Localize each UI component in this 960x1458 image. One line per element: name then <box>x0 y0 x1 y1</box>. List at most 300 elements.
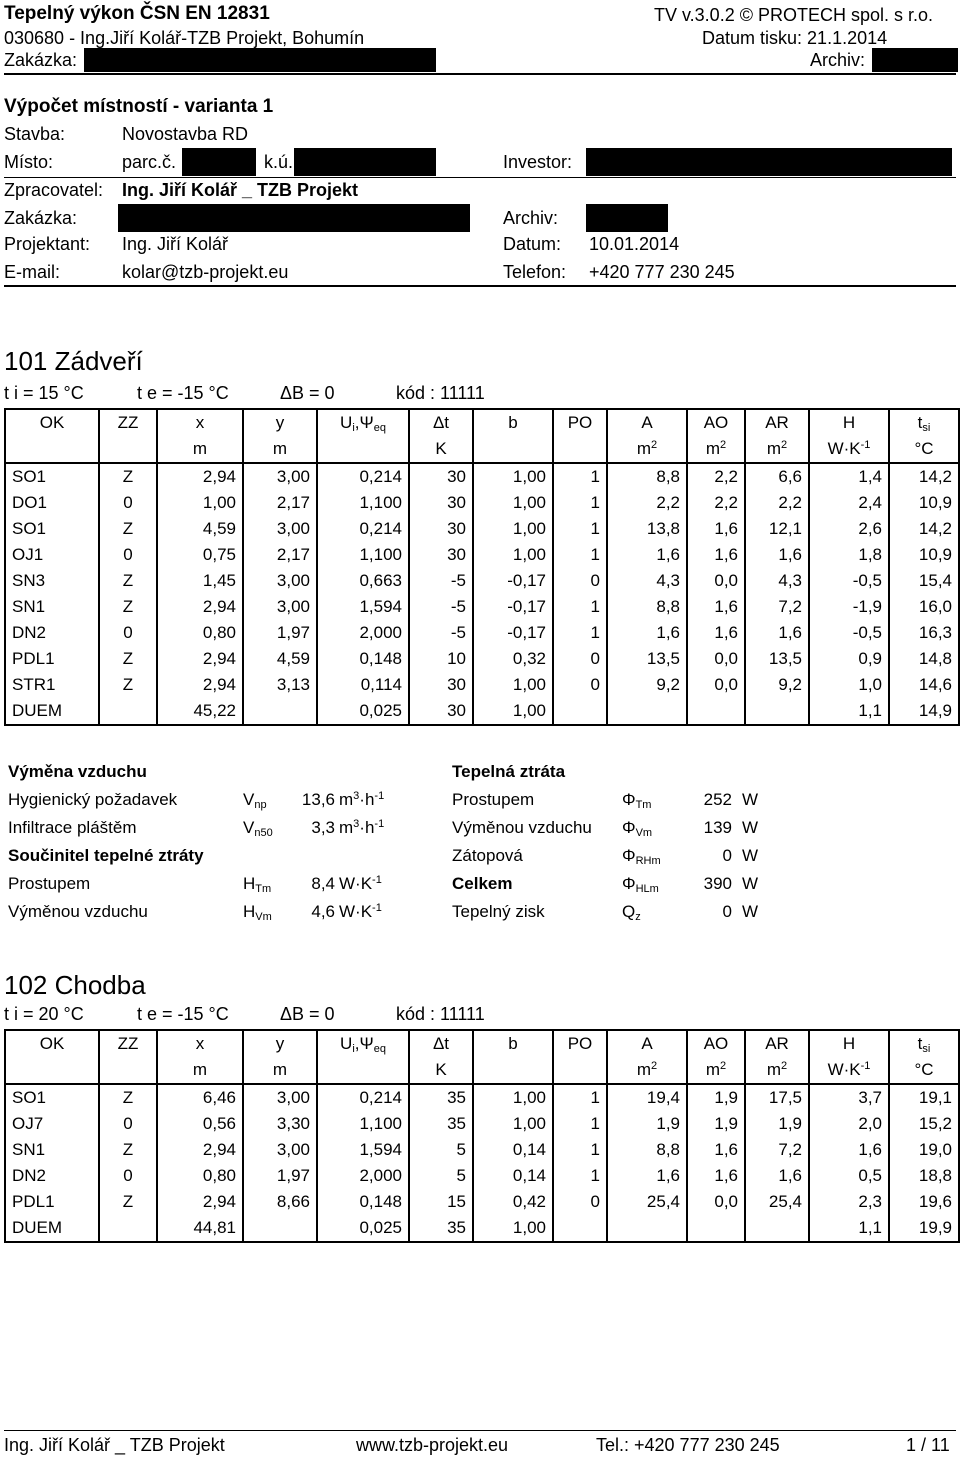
table-cell: 1,100 <box>317 1111 409 1137</box>
value: Novostavba RD <box>122 124 249 144</box>
table-cell: 1,1 <box>809 698 889 725</box>
table-cell: 0,80 <box>157 620 243 646</box>
table-cell: 2,4 <box>809 490 889 516</box>
label: Výměnou vzduchu <box>452 818 592 837</box>
column-header: ZZ <box>99 409 157 436</box>
table-cell: 1,6 <box>607 1163 687 1189</box>
column-unit <box>473 1057 553 1084</box>
order-label: Zakázka: <box>4 50 78 70</box>
table-cell: DN2 <box>5 1163 99 1189</box>
table-cell: 1 <box>553 490 607 516</box>
label: Infiltrace pláštěm <box>8 818 137 837</box>
table-cell: 2,2 <box>687 463 745 490</box>
table-cell: 1,00 <box>473 1215 553 1242</box>
table-cell: 0,32 <box>473 646 553 672</box>
section-title: Výpočet místností - varianta 1 <box>4 96 274 117</box>
table-cell: 4,3 <box>607 568 687 594</box>
table-cell: 1,100 <box>317 490 409 516</box>
table-cell: 0 <box>99 1163 157 1189</box>
table-cell: 1,00 <box>473 463 553 490</box>
table-row <box>5 490 959 516</box>
table-cell: 0,148 <box>317 1189 409 1215</box>
label: Telefon: <box>503 262 567 282</box>
table-cell: 4,59 <box>157 516 243 542</box>
unit: W <box>742 874 759 893</box>
symbol: $\Phi_{Vm}$ <box>622 817 653 839</box>
table-cell: 3,00 <box>243 568 317 594</box>
table-cell: -1,9 <box>809 594 889 620</box>
table-cell: 19,0 <box>889 1137 959 1163</box>
redacted-block <box>118 204 470 232</box>
table-cell: 1,1 <box>809 1215 889 1242</box>
table-cell: Z <box>99 1084 157 1111</box>
table-cell: 2,94 <box>157 1137 243 1163</box>
table-cell: 1,594 <box>317 594 409 620</box>
table-cell: 1,00 <box>473 490 553 516</box>
table-cell: 1 <box>553 594 607 620</box>
table-cell: 1,6 <box>607 542 687 568</box>
table-cell: 0,14 <box>473 1163 553 1189</box>
version: TV v.3.0.2 © PROTECH spol. s r.o. <box>654 5 934 25</box>
table-row <box>5 1163 959 1189</box>
table-cell: 0,214 <box>317 1084 409 1111</box>
table-cell: 4,59 <box>243 646 317 672</box>
divider <box>4 285 956 287</box>
table-cell: 0 <box>99 542 157 568</box>
column-unit: m <box>157 436 243 463</box>
table-cell: Z <box>99 646 157 672</box>
column-header: H <box>809 409 889 436</box>
table-cell: 1 <box>553 1163 607 1189</box>
table-cell: 0,025 <box>317 1215 409 1242</box>
table-row <box>5 463 959 490</box>
table-cell: 45,22 <box>157 698 243 725</box>
value: 0 <box>722 846 732 865</box>
table-cell: 1,97 <box>243 1163 317 1189</box>
table-cell: 10,9 <box>889 542 959 568</box>
label: Hygienický požadavek <box>8 790 178 809</box>
table-cell: 1,0 <box>809 672 889 698</box>
table-cell: SO1 <box>5 516 99 542</box>
table-cell: 1,6 <box>745 1163 809 1189</box>
column-unit <box>99 436 157 463</box>
table-row <box>5 1084 959 1111</box>
table-cell <box>687 698 745 725</box>
table-cell <box>553 698 607 725</box>
table-cell: 1 <box>553 542 607 568</box>
label: Prostupem <box>8 874 91 893</box>
column-unit: $m^2$ <box>745 436 809 463</box>
table-cell: 35 <box>409 1215 473 1242</box>
table-cell: 1,4 <box>809 463 889 490</box>
table-cell: 8,8 <box>607 463 687 490</box>
value: 3,3 <box>311 818 335 837</box>
table-cell: 0 <box>553 1189 607 1215</box>
table-cell: 0,80 <box>157 1163 243 1189</box>
column-unit: m <box>243 436 317 463</box>
column-header: b <box>473 409 553 436</box>
column-unit: K <box>409 436 473 463</box>
table-cell: Z <box>99 568 157 594</box>
table-cell: 1,6 <box>687 620 745 646</box>
table-cell: 30 <box>409 463 473 490</box>
table-cell <box>243 698 317 725</box>
table-cell: 5 <box>409 1163 473 1189</box>
table-cell: 1,6 <box>809 1137 889 1163</box>
unit: W <box>742 818 759 837</box>
table-cell: 2,94 <box>157 594 243 620</box>
table-cell: 6,46 <box>157 1084 243 1111</box>
column-header: PO <box>553 409 607 436</box>
label: Investor: <box>503 152 573 172</box>
table-cell: 3,00 <box>243 594 317 620</box>
room-ti: t i = 20 °C <box>4 1004 84 1024</box>
table-cell: 2,2 <box>607 490 687 516</box>
label: Tepelný zisk <box>452 902 545 921</box>
column-header: OK <box>5 1030 99 1057</box>
table-cell: -5 <box>409 568 473 594</box>
table-cell: -0,17 <box>473 620 553 646</box>
table-cell: 13,5 <box>745 646 809 672</box>
column-unit <box>317 436 409 463</box>
table-cell: -0,17 <box>473 594 553 620</box>
label: Archiv: <box>503 208 559 228</box>
table-cell: 1,9 <box>745 1111 809 1137</box>
column-unit: °C <box>889 1057 959 1084</box>
value: 139 <box>703 818 732 837</box>
table-cell: -0,5 <box>809 620 889 646</box>
table-cell: 0,114 <box>317 672 409 698</box>
redacted-block <box>182 148 256 176</box>
table-cell: 15,4 <box>889 568 959 594</box>
label: E-mail: <box>4 262 61 282</box>
label: Stavba: <box>4 124 66 144</box>
table-cell: 30 <box>409 672 473 698</box>
table-cell: DUEM <box>5 698 99 725</box>
table-cell: 2,0 <box>809 1111 889 1137</box>
label: Zpracovatel: <box>4 180 104 200</box>
table-cell: 16,0 <box>889 594 959 620</box>
table-cell: 0,75 <box>157 542 243 568</box>
table-cell: 0 <box>553 646 607 672</box>
table-cell <box>99 698 157 725</box>
label: Výměnou vzduchu <box>8 902 148 921</box>
table-cell: 0,0 <box>687 646 745 672</box>
column-unit: m <box>243 1057 317 1084</box>
table-cell: -0,17 <box>473 568 553 594</box>
header-divider <box>4 73 956 75</box>
table-cell: 19,4 <box>607 1084 687 1111</box>
table-cell: Z <box>99 1137 157 1163</box>
table-cell <box>607 1215 687 1242</box>
table-cell: 1,00 <box>473 1111 553 1137</box>
table-row <box>5 620 959 646</box>
column-unit: $W\cdot K^{-1}$ <box>809 436 889 463</box>
table-cell <box>99 1215 157 1242</box>
table-cell: DUEM <box>5 1215 99 1242</box>
footer-company: Ing. Jiří Kolář _ TZB Projekt <box>4 1435 225 1455</box>
table-cell: 0,148 <box>317 646 409 672</box>
table-cell: 19,1 <box>889 1084 959 1111</box>
column-unit: m <box>157 1057 243 1084</box>
table-cell: 14,2 <box>889 463 959 490</box>
table-row <box>5 1215 959 1242</box>
column-header: y <box>243 1030 317 1057</box>
symbol: $\Phi_{Tm}$ <box>622 789 652 811</box>
table-cell: 1,00 <box>473 516 553 542</box>
column-unit <box>317 1057 409 1084</box>
column-header: $U_i,\Psi_{eq}$ <box>317 409 409 436</box>
author-line: 030680 - Ing.Jiří Kolář-TZB Projekt, Bohumín <box>4 28 365 48</box>
label: Projektant: <box>4 234 91 254</box>
table-cell: 1,6 <box>687 1163 745 1189</box>
table-cell: 3,00 <box>243 463 317 490</box>
column-unit <box>99 1057 157 1084</box>
table-cell: 1 <box>553 620 607 646</box>
table-cell: 0,56 <box>157 1111 243 1137</box>
table-cell: 2,94 <box>157 463 243 490</box>
redacted-block <box>586 204 668 232</box>
unit: $W\cdot K^{-1}$ <box>339 874 382 893</box>
table-cell: 0,14 <box>473 1137 553 1163</box>
table-cell: 1,100 <box>317 542 409 568</box>
value: 13,6 <box>301 790 335 809</box>
table-cell: 2,000 <box>317 1163 409 1189</box>
table-cell: 2,3 <box>809 1189 889 1215</box>
table-cell: 0 <box>99 490 157 516</box>
column-header: AO <box>687 409 745 436</box>
column-header: AR <box>745 1030 809 1057</box>
table-cell: 0,5 <box>809 1163 889 1189</box>
column-unit: $m^2$ <box>687 436 745 463</box>
table-cell: -0,5 <box>809 568 889 594</box>
table-cell: 1 <box>553 463 607 490</box>
unit: $m^3\cdot h^{-1}$ <box>339 818 385 837</box>
table-cell: 30 <box>409 516 473 542</box>
table-cell: OJ7 <box>5 1111 99 1137</box>
value: 390 <box>703 874 732 893</box>
label: Datum: <box>503 234 562 254</box>
table-cell: 8,8 <box>607 594 687 620</box>
print-date: Datum tisku: 21.1.2014 <box>702 28 888 48</box>
table-cell: 1,6 <box>687 516 745 542</box>
label: Součinitel tepelné ztráty <box>8 846 204 865</box>
room-te: t e = -15 °C <box>137 383 229 403</box>
value: kolar@tzb-projekt.eu <box>122 262 289 282</box>
footer-page: 1 / 11 <box>906 1435 950 1455</box>
unit: $m^3\cdot h^{-1}$ <box>339 790 385 809</box>
table-cell: 14,2 <box>889 516 959 542</box>
unit: W <box>742 790 759 809</box>
table-cell: 10,9 <box>889 490 959 516</box>
table-cell: 1,00 <box>473 542 553 568</box>
symbol: $V_{n50}$ <box>243 817 273 839</box>
table-cell: 19,9 <box>889 1215 959 1242</box>
label: Tepelná ztráta <box>452 762 566 781</box>
column-unit <box>5 1057 99 1084</box>
label: Prostupem <box>452 790 535 809</box>
table-row <box>5 1137 959 1163</box>
column-unit: $m^2$ <box>745 1057 809 1084</box>
column-header: PO <box>553 1030 607 1057</box>
table-cell: 1,00 <box>473 672 553 698</box>
table-cell <box>745 698 809 725</box>
table-cell: SO1 <box>5 1084 99 1111</box>
room-te: t e = -15 °C <box>137 1004 229 1024</box>
symbol: $Q_z$ <box>622 901 641 923</box>
table-cell: -5 <box>409 620 473 646</box>
room-table <box>4 408 960 726</box>
column-unit: $m^2$ <box>607 1057 687 1084</box>
table-cell: 13,5 <box>607 646 687 672</box>
symbol: $H_{Vm}$ <box>243 901 272 923</box>
label: Celkem <box>452 874 513 893</box>
table-cell: 14,9 <box>889 698 959 725</box>
table-cell: 0,0 <box>687 672 745 698</box>
column-header: y <box>243 409 317 436</box>
column-unit: °C <box>889 436 959 463</box>
table-row <box>5 672 959 698</box>
summary-heat-loss <box>452 758 772 926</box>
table-cell: 30 <box>409 490 473 516</box>
table-cell: 1,6 <box>687 1137 745 1163</box>
table-cell: Z <box>99 1189 157 1215</box>
value: 8,4 <box>311 874 335 893</box>
table-cell: 0 <box>553 568 607 594</box>
table-cell: SN3 <box>5 568 99 594</box>
table-cell <box>553 1215 607 1242</box>
label: Výměna vzduchu <box>8 762 147 781</box>
table-cell: 1,00 <box>157 490 243 516</box>
table-cell: 19,6 <box>889 1189 959 1215</box>
table-cell: 1,00 <box>473 1084 553 1111</box>
table-cell: Z <box>99 463 157 490</box>
table-cell: 8,66 <box>243 1189 317 1215</box>
table-cell: 3,00 <box>243 1137 317 1163</box>
table-cell: 1 <box>553 1111 607 1137</box>
table-cell: -5 <box>409 594 473 620</box>
label: Zátopová <box>452 846 523 865</box>
table-cell: 25,4 <box>745 1189 809 1215</box>
column-header: AR <box>745 409 809 436</box>
table-cell: 1 <box>553 1084 607 1111</box>
table-cell: Z <box>99 516 157 542</box>
table-cell: 0 <box>99 620 157 646</box>
table-row <box>5 646 959 672</box>
table-cell: 1,45 <box>157 568 243 594</box>
redacted-block <box>872 48 958 72</box>
table-cell: 1,00 <box>473 698 553 725</box>
value: Ing. Jiří Kolář <box>122 234 229 254</box>
label: Zakázka: <box>4 208 78 228</box>
value: 0 <box>722 902 732 921</box>
column-unit <box>553 436 607 463</box>
table-cell: 30 <box>409 542 473 568</box>
table-cell: 2,17 <box>243 542 317 568</box>
table-cell: 2,6 <box>809 516 889 542</box>
column-header: OK <box>5 409 99 436</box>
room-table <box>4 1029 960 1243</box>
table-cell: PDL1 <box>5 1189 99 1215</box>
value: parc.č. <box>122 152 177 172</box>
table-cell: 14,6 <box>889 672 959 698</box>
table-cell: 1,6 <box>745 620 809 646</box>
table-row <box>5 698 959 725</box>
table-cell: 0,0 <box>687 568 745 594</box>
label: Místo: <box>4 152 54 172</box>
table-cell: 3,13 <box>243 672 317 698</box>
table-cell: 2,000 <box>317 620 409 646</box>
column-unit: $m^2$ <box>607 436 687 463</box>
table-cell: 0,9 <box>809 646 889 672</box>
unit: W <box>742 846 759 865</box>
symbol: $H_{Tm}$ <box>243 873 272 895</box>
program-title: Tepelný výkon ČSN EN 12831 <box>4 3 270 24</box>
table-cell: 0,214 <box>317 463 409 490</box>
symbol: $\Phi_{HLm}$ <box>622 873 659 895</box>
table-cell: 0,663 <box>317 568 409 594</box>
table-row <box>5 594 959 620</box>
footer-divider <box>4 1430 956 1431</box>
column-unit <box>5 436 99 463</box>
table-cell: 1,6 <box>687 542 745 568</box>
column-header: ZZ <box>99 1030 157 1057</box>
column-header: b <box>473 1030 553 1057</box>
table-cell: 4,3 <box>745 568 809 594</box>
table-cell: 9,2 <box>607 672 687 698</box>
column-header: A <box>607 409 687 436</box>
table-cell: OJ1 <box>5 542 99 568</box>
table-cell: 1 <box>553 516 607 542</box>
unit: W <box>742 902 759 921</box>
table-cell: Z <box>99 594 157 620</box>
table-cell: 0,214 <box>317 516 409 542</box>
room-delta-b: ΔB = 0 <box>280 383 335 403</box>
column-unit: $W\cdot K^{-1}$ <box>809 1057 889 1084</box>
table-cell <box>745 1215 809 1242</box>
table-cell: DO1 <box>5 490 99 516</box>
room-code: kód : 11111 <box>396 1004 485 1024</box>
value: +420 777 230 245 <box>589 262 735 282</box>
table-cell: 15,2 <box>889 1111 959 1137</box>
column-header: H <box>809 1030 889 1057</box>
divider <box>4 177 956 178</box>
summary-air-exchange <box>8 758 415 926</box>
table-cell: 0,0 <box>687 1189 745 1215</box>
table-cell: 8,8 <box>607 1137 687 1163</box>
table-cell: SN1 <box>5 1137 99 1163</box>
table-cell: 2,94 <box>157 646 243 672</box>
column-header: Δt <box>409 1030 473 1057</box>
table-cell: 1,6 <box>607 620 687 646</box>
archive-label: Archiv: <box>810 50 866 70</box>
unit: $W\cdot K^{-1}$ <box>339 902 382 921</box>
value: 10.01.2014 <box>589 234 680 254</box>
column-header: $U_i,\Psi_{eq}$ <box>317 1030 409 1057</box>
table-cell: 2,17 <box>243 490 317 516</box>
table-cell: DN2 <box>5 620 99 646</box>
room-delta-b: ΔB = 0 <box>280 1004 335 1024</box>
value: k.ú. <box>264 152 294 172</box>
table-cell: 13,8 <box>607 516 687 542</box>
column-unit <box>553 1057 607 1084</box>
table-cell: 1,9 <box>687 1111 745 1137</box>
footer-web: www.tzb-projekt.eu <box>356 1435 509 1455</box>
column-unit: K <box>409 1057 473 1084</box>
room-ti: t i = 15 °C <box>4 383 84 403</box>
table-cell: 7,2 <box>745 594 809 620</box>
table-cell: 1,8 <box>809 542 889 568</box>
